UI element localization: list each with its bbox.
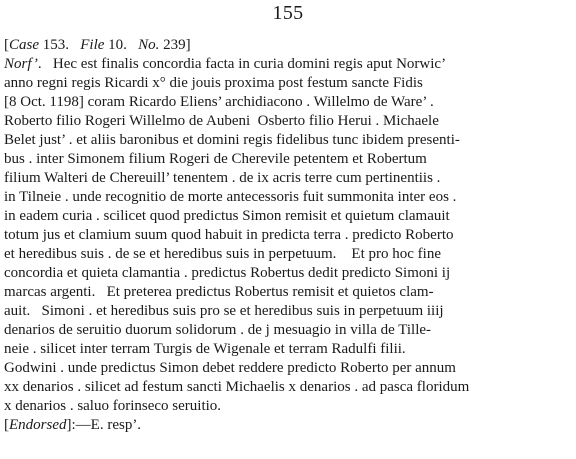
page-number: 155 (272, 2, 304, 24)
body-line: x denarios . saluo forinseco seruitio. (4, 398, 222, 414)
body-line: et heredibus suis . de se et heredibus suis in perpetuum. Et pro hoc fine (4, 246, 441, 262)
body-line: anno regni regis Ricardi x° die jouis proxima post festum sancte Fidis (4, 75, 423, 91)
body-line: neie . silicet inter terram Turgis de Wigenale et terram Radulfi filii. (4, 341, 406, 357)
document-number-label: No. (138, 37, 160, 53)
body-line: marcas argenti. Et preterea predictus Robertus remisit et quietos clam- (4, 284, 434, 300)
body-line: Godwini . unde predictus Simon debet reddere predicto Roberto per annum (4, 360, 456, 376)
document-number: 239] (159, 37, 191, 53)
county-name: Norf’ (4, 56, 38, 72)
body-line: Roberto filio Rogeri Willelmo de Aubeni Osberto filio Herui . Michaele (4, 113, 439, 129)
endorsed-label: Endorsed (9, 417, 67, 433)
bracket-open: [ (4, 37, 9, 53)
endorsement-line (4, 416, 141, 435)
body-line: Belet just’ . et aliis baronibus et domini regis fidelibus tunc ibidem presenti- (4, 132, 460, 148)
body-line: filium Walteri de Chereuill’ tenentem . de ix acris terre cum pertinentiis . (4, 170, 441, 186)
endorsed-bracket: [ (4, 417, 9, 433)
case-number: 153. (39, 37, 81, 53)
endorsed-text: ]:—E. resp’. (66, 417, 142, 433)
case-label: Case (9, 37, 39, 53)
first-line-text: . Hec est finalis concordia facta in curia domini regis aput Norwic’ (37, 56, 447, 72)
file-label: File (80, 37, 105, 53)
body-line: [8 Oct. 1198] coram Ricardo Eliens’ archidiacono . Willelmo de Ware’ . (4, 94, 434, 110)
body-line: in Tilneie . unde recognitio de morte antecessoris fuit summonita inter eos . (4, 189, 457, 205)
body-line: in eadem curia . scilicet quod predictus Simon remisit et quietum clamauit (4, 208, 450, 224)
file-number: 10. (104, 37, 139, 53)
body-line: bus . inter Simonem filium Rogeri de Cherevile petentem et Robertum (4, 151, 427, 167)
body-line: denarios de seruitio duorum solidorum . de j mesuagio in villa de Tille- (4, 322, 432, 338)
body-line: xx denarios . silicet ad festum sancti Michaelis x denarios . ad pasca floridum (4, 379, 470, 395)
body-line: totum jus et clamium suum quod habuit in predicta terra . predicto Roberto (4, 227, 454, 243)
citation-header (4, 36, 191, 55)
body-line-first (4, 55, 446, 74)
body-line: concordia et quieta clamantia . predictus Robertus dedit predicto Simoni ij (4, 265, 451, 281)
body-line: auit. Simoni . et heredibus suis pro se et heredibus suis in perpetuum iiij (4, 303, 444, 319)
